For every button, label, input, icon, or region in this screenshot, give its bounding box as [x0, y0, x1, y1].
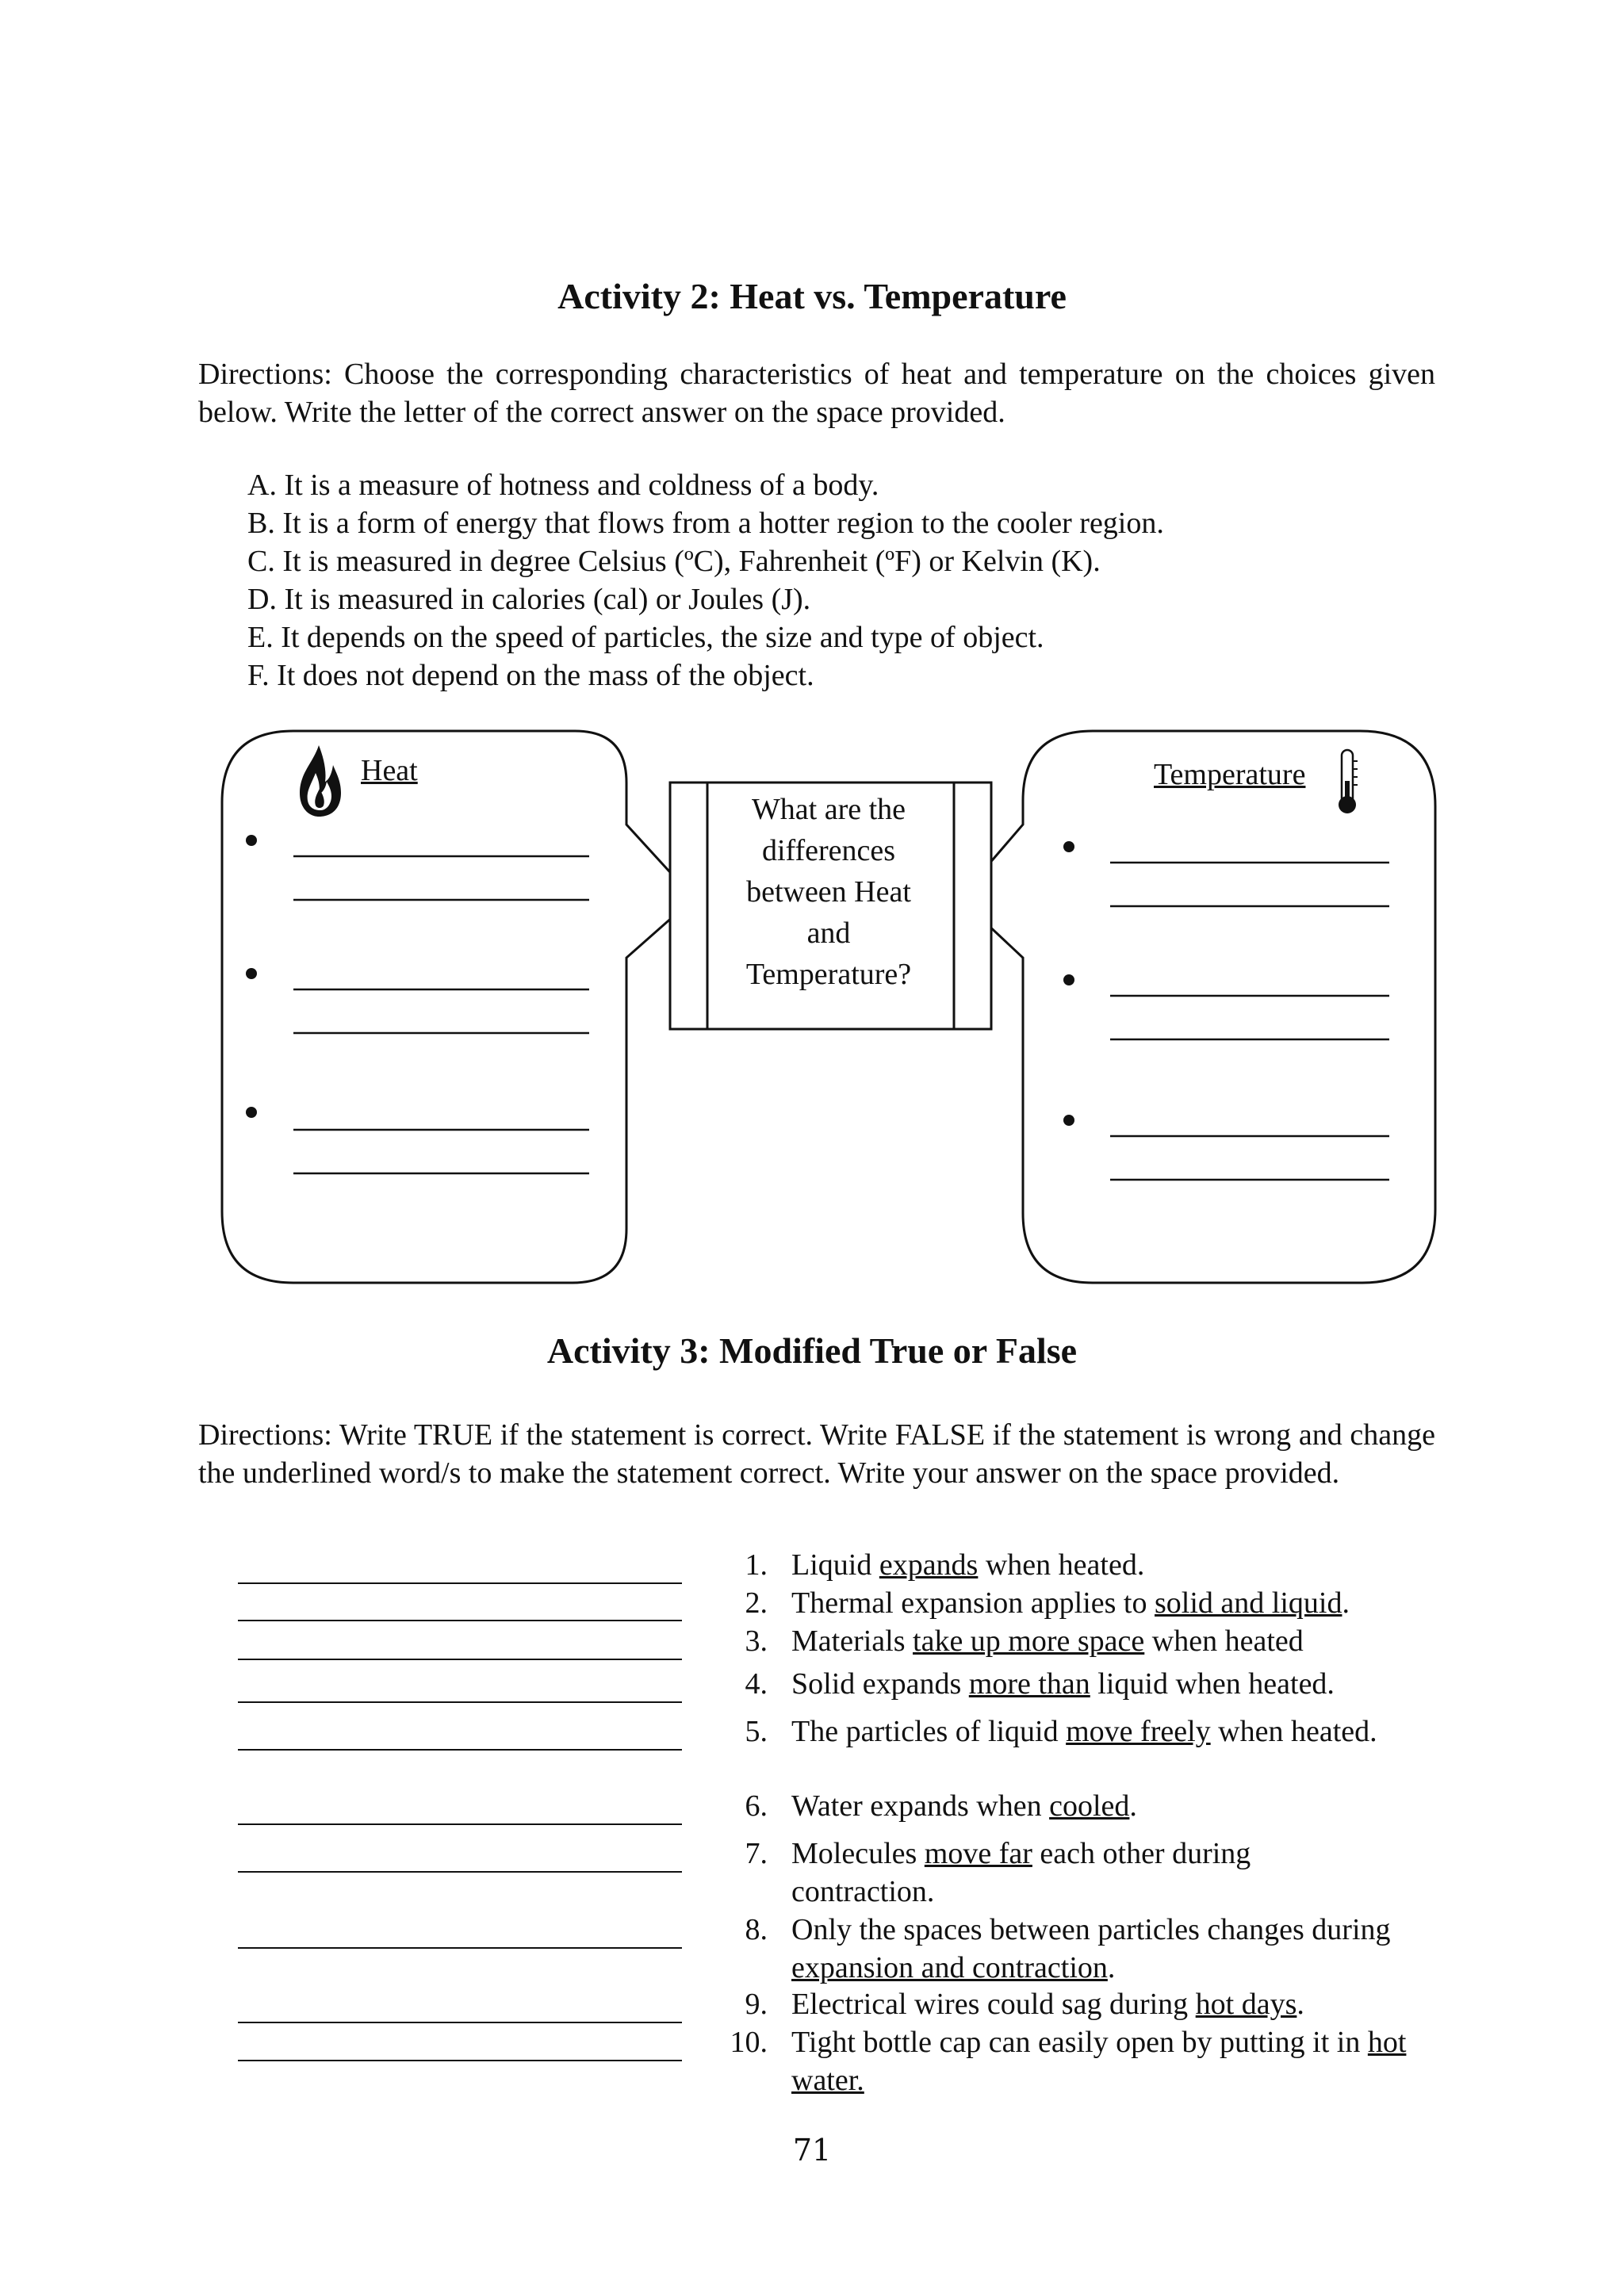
- statement-text: Water expands when cooled.: [791, 1789, 1137, 1823]
- activity3-directions: Directions: Write TRUE if the statement is correct. Write FALSE if the statement is wrong and change the underlined word/s to make the statement correct. Write your answer on the space provided.: [198, 1418, 1435, 1490]
- center-question-line: What are the: [751, 793, 906, 826]
- center-question-line: and: [806, 916, 851, 950]
- statement-number: 4.: [745, 1667, 768, 1701]
- statement-number: 8.: [745, 1913, 768, 1946]
- statement-number: 7.: [745, 1837, 768, 1870]
- statement-number: 1.: [745, 1548, 768, 1582]
- temperature-bullet: [1063, 841, 1074, 852]
- statement-number: 9.: [745, 1988, 768, 2021]
- center-question-line: between Heat: [746, 875, 911, 909]
- temperature-bullet: [1063, 974, 1074, 985]
- answer-blank[interactable]: [238, 2022, 682, 2023]
- statement-number: 5.: [745, 1715, 768, 1748]
- underlined-word: expands: [879, 1548, 979, 1582]
- statement-text: Thermal expansion applies to solid and liquid.: [791, 1586, 1350, 1620]
- page-number: 71: [792, 2133, 832, 2168]
- center-question-line: differences: [761, 834, 896, 867]
- underlined-word: move far: [924, 1837, 1032, 1870]
- answer-blank[interactable]: [238, 1620, 682, 1621]
- answer-blank[interactable]: [238, 1701, 682, 1703]
- choice-b: B. It is a form of energy that flows from a hotter region to the cooler region.: [247, 507, 1164, 540]
- center-question-line: Temperature?: [745, 958, 912, 991]
- statement-number: 6.: [745, 1789, 768, 1823]
- choice-d: D. It is measured in calories (cal) or Joules (J).: [247, 583, 811, 616]
- statement-number: 3.: [745, 1624, 768, 1658]
- thermometer-icon: [1339, 750, 1358, 813]
- underlined-word: hot days: [1195, 1988, 1297, 2021]
- temperature-bullet: [1063, 1115, 1074, 1126]
- statement-text: Electrical wires could sag during hot days.: [791, 1988, 1304, 2021]
- answer-blank[interactable]: [238, 2060, 682, 2061]
- answer-blank[interactable]: [238, 1749, 682, 1751]
- heat-bullet: [246, 1107, 257, 1118]
- statement-text: The particles of liquid move freely when heated.: [791, 1715, 1377, 1748]
- statement-text: Only the spaces between particles changes during expansion and contraction.: [791, 1913, 1391, 1984]
- underlined-word: expansion and contraction: [791, 1951, 1108, 1984]
- statement-number: 2.: [745, 1586, 768, 1620]
- answer-blank[interactable]: [238, 1659, 682, 1660]
- heat-bullet: [246, 835, 257, 846]
- underlined-word: cooled: [1049, 1789, 1130, 1823]
- temperature-bubble: [959, 731, 1435, 1283]
- temperature-answer-lines: [1110, 863, 1389, 1180]
- underlined-word: more than: [968, 1667, 1090, 1701]
- center-question: [710, 789, 948, 995]
- heat-bullet: [246, 968, 257, 979]
- answer-blank[interactable]: [238, 1871, 682, 1873]
- activity2-title: Activity 2: Heat vs. Temperature: [557, 276, 1067, 316]
- temperature-label: Temperature: [1154, 758, 1306, 791]
- underlined-word: solid and liquid: [1155, 1586, 1342, 1620]
- choice-a: A. It is a measure of hotness and coldness of a body.: [247, 469, 879, 502]
- activity2-directions: Directions: Choose the corresponding characteristics of heat and temperature on the choices given below. Write the letter of the correct answer on the space provided.: [198, 358, 1435, 429]
- underlined-word: move freely: [1066, 1715, 1211, 1748]
- flame-icon: [300, 745, 341, 817]
- statement-text: Tight bottle cap can easily open by putting it in hot water.: [791, 2026, 1407, 2097]
- heat-bubble: [222, 731, 694, 1283]
- statement-text: Materials take up more space when heated: [791, 1624, 1304, 1658]
- heat-label: Heat: [361, 754, 418, 787]
- choice-f: F. It does not depend on the mass of the object.: [247, 659, 814, 692]
- choice-c: C. It is measured in degree Celsius (ºC), Fahrenheit (ºF) or Kelvin (K).: [247, 545, 1101, 578]
- underlined-word: take up more space: [913, 1624, 1145, 1658]
- statement-text: Solid expands more than liquid when heated.: [791, 1667, 1335, 1701]
- answer-blank[interactable]: [238, 1947, 682, 1949]
- answer-blank[interactable]: [238, 1823, 682, 1825]
- statement-number: 10.: [730, 2026, 768, 2059]
- underlined-word: hot water.: [791, 2026, 1407, 2097]
- statement-text: Molecules move far each other during contraction.: [791, 1837, 1251, 1908]
- heat-answer-lines: [293, 856, 589, 1173]
- activity3-title: Activity 3: Modified True or False: [546, 1330, 1078, 1371]
- statement-text: Liquid expands when heated.: [791, 1548, 1145, 1582]
- answer-blank[interactable]: [238, 1582, 682, 1584]
- choice-e: E. It depends on the speed of particles, the size and type of object.: [247, 621, 1044, 654]
